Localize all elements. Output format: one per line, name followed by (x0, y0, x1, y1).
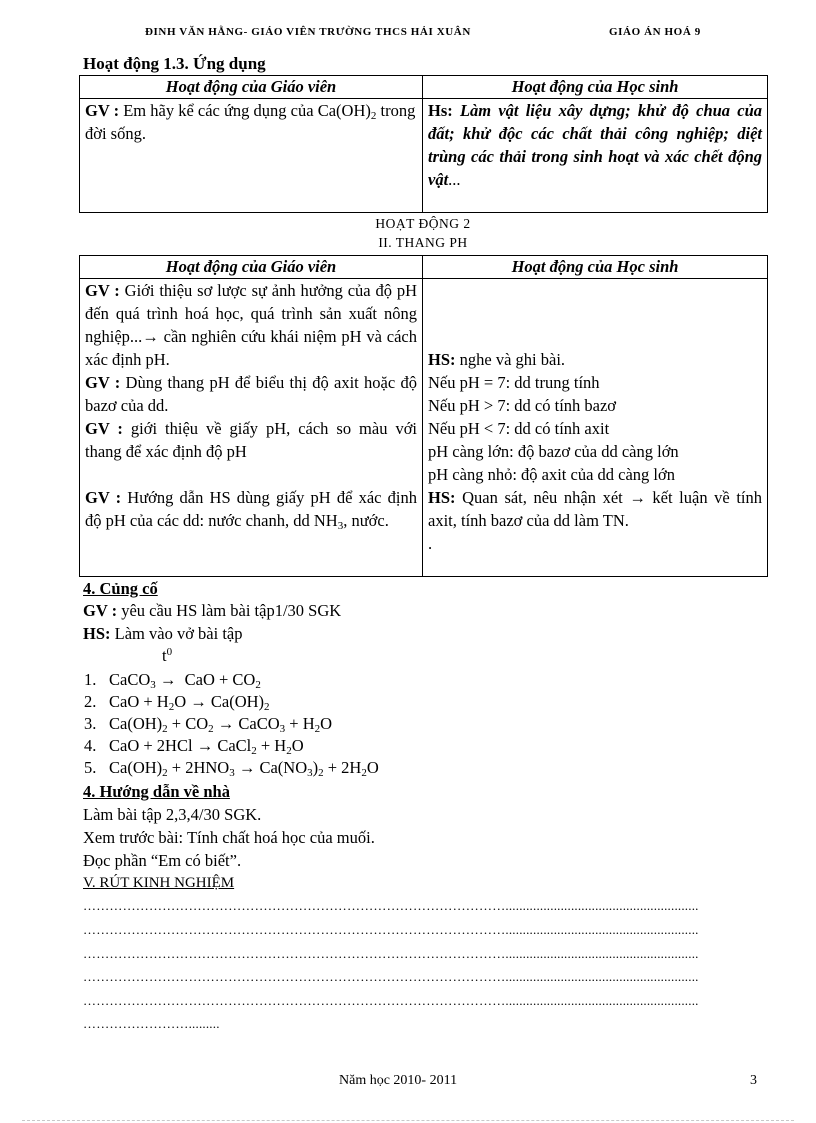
section-title: Hoạt động 1.3. Ứng dụng (83, 54, 266, 73)
consolidation-hs: HS: Làm vào vở bài tập (83, 624, 243, 643)
note-line: ……………………………………………………………………………………........................................................ (83, 898, 699, 913)
arrow-icon: → (142, 327, 159, 346)
hs-line: pH càng lớn: độ bazơ của dd càng lớn (428, 442, 679, 461)
student-cell (423, 279, 768, 577)
equation-4: 4. CaO + 2HCl → CaCl$_2$ + $H_2O$ (84, 736, 304, 757)
header-teacher: ĐINH VĂN HẰNG- GIÁO VIÊN TRƯỜNG THCS HẢI XUÂN (145, 26, 471, 38)
hs-label: Hs: (428, 101, 453, 120)
homework-title: 4. Hướng dẫn về nhà (83, 782, 230, 801)
note-line: ……………………………………………………………………………………........................................................ (83, 969, 699, 984)
note-line: ……………………………………………………………………………………........................................................ (83, 946, 699, 961)
hs-line: Nếu pH < 7: dd có tính axit (428, 419, 610, 438)
experience-title: V. RÚT KINH NGHIỆM (83, 875, 235, 891)
arrow-icon: → (190, 692, 207, 711)
hs-observe: HS: Quan sát, nêu nhận xét → kết luận về tính axit, tính bazơ của dd làm TN. (428, 488, 763, 530)
footer-year: Năm học 2010- 2011 (339, 1073, 458, 1088)
heat-label: $t^0$ (162, 646, 173, 665)
table-row (80, 279, 768, 577)
col-teacher-header: Hoạt động của Giáo viên (80, 256, 423, 279)
homework-line: Làm bài tập 2,3,4/30 SGK. (83, 805, 262, 824)
consolidation-gv: GV : yêu cầu HS làm bài tập1/30 SGK (83, 601, 342, 620)
arrow-icon: → (238, 758, 256, 777)
col-student-header: Hoạt động của Học sinh (423, 76, 768, 99)
col-teacher-header: Hoạt động của Giáo viên (80, 76, 423, 99)
hs-dot: . (428, 534, 433, 553)
equation-2: 2. CaO + $H_2O \to Ca(OH)_2$ (84, 692, 270, 713)
student-cell (423, 99, 768, 213)
gv-intro: GV : Giới thiệu sơ lược sự ảnh hưởng của độ pH đến quá trình hoá học, quá trình sản xuất nông nghiệp...→ cần nghiên cứu khái niệm pH và cách xác định pH. (85, 281, 418, 369)
homework-line: Xem trước bài: Tính chất hoá học của muối. (83, 828, 375, 847)
gv-question: Em hãy kể các ứng dụng của Ca(OH) (123, 101, 371, 120)
hs-listen: HS: nghe và ghi bài. (428, 350, 566, 369)
teacher-cell (80, 99, 423, 213)
note-line: ……………………………………………………………………………………........................................................ (83, 993, 699, 1008)
application-table (79, 75, 768, 213)
arrow-icon: → (217, 714, 235, 733)
hs-line: Nếu pH = 7: dd trung tính (428, 373, 600, 392)
page-number: 3 (750, 1073, 757, 1088)
arrow-icon: → (159, 670, 177, 689)
gv-label: GV : (85, 101, 120, 120)
gv-guide: GV : Hướng dẫn HS dùng giấy pH để xác định độ pH của các dd: nước chanh, dd $NH_3$, nước. (85, 488, 417, 532)
arrow-icon: → (196, 736, 214, 755)
gv-sub: 2 (370, 110, 377, 122)
teacher-cell (80, 279, 423, 577)
table-header-row (80, 76, 768, 99)
arrow-icon: → (629, 488, 646, 507)
note-line: ……………………………………………………………………………………........................................................ (83, 922, 699, 937)
hs-line: Nếu pH > 7: dd có tính bazơ (428, 396, 617, 415)
consolidation-title: 4. Củng cố (83, 579, 158, 598)
table-header-row (80, 256, 768, 279)
ph-table (79, 255, 768, 577)
table-row (80, 99, 768, 213)
hs-ellipsis: ... (448, 170, 461, 189)
header-subject: GIÁO ÁN HOÁ 9 (609, 26, 701, 38)
equation-5: 5. $Ca(OH)_2 + 2HNO_3 \to Ca(NO_3)_2 + 2H_2O$ (84, 758, 379, 779)
page-divider (22, 1120, 794, 1121)
equation-3: 3. $Ca(OH)_2 + CO_2$ → CaCO$_3$ + $H_2O$ (84, 714, 333, 735)
hs-answer: Làm vật liệu xây dựng; khử độ chua của đất; khử độc các chất thải công nghiệp; diệt trùng các thải trong sinh hoạt và xác chết động vật (428, 101, 763, 189)
note-line-last: ……………………......... (83, 1016, 220, 1031)
gv-scale: GV : Dùng thang pH để biểu thị độ axit hoặc độ bazơ của dd. (85, 373, 417, 415)
col-student-header: Hoạt động của Học sinh (423, 256, 768, 279)
activity-label: HOẠT ĐỘNG 2 (375, 216, 471, 231)
activity-subtitle: II. THANG PH (378, 235, 468, 250)
equation-1: 1. CaCO$_3$ → CaO + $CO_2$ (84, 670, 261, 691)
gv-paper: GV : giới thiệu về giấy pH, cách so màu với thang để xác định độ pH (85, 419, 418, 461)
hs-line: pH càng nhỏ: độ axit của dd càng lớn (428, 465, 675, 484)
homework-line: Đọc phần “Em có biết”. (83, 851, 242, 870)
gv-question-end: trong đời sống. (85, 101, 416, 143)
